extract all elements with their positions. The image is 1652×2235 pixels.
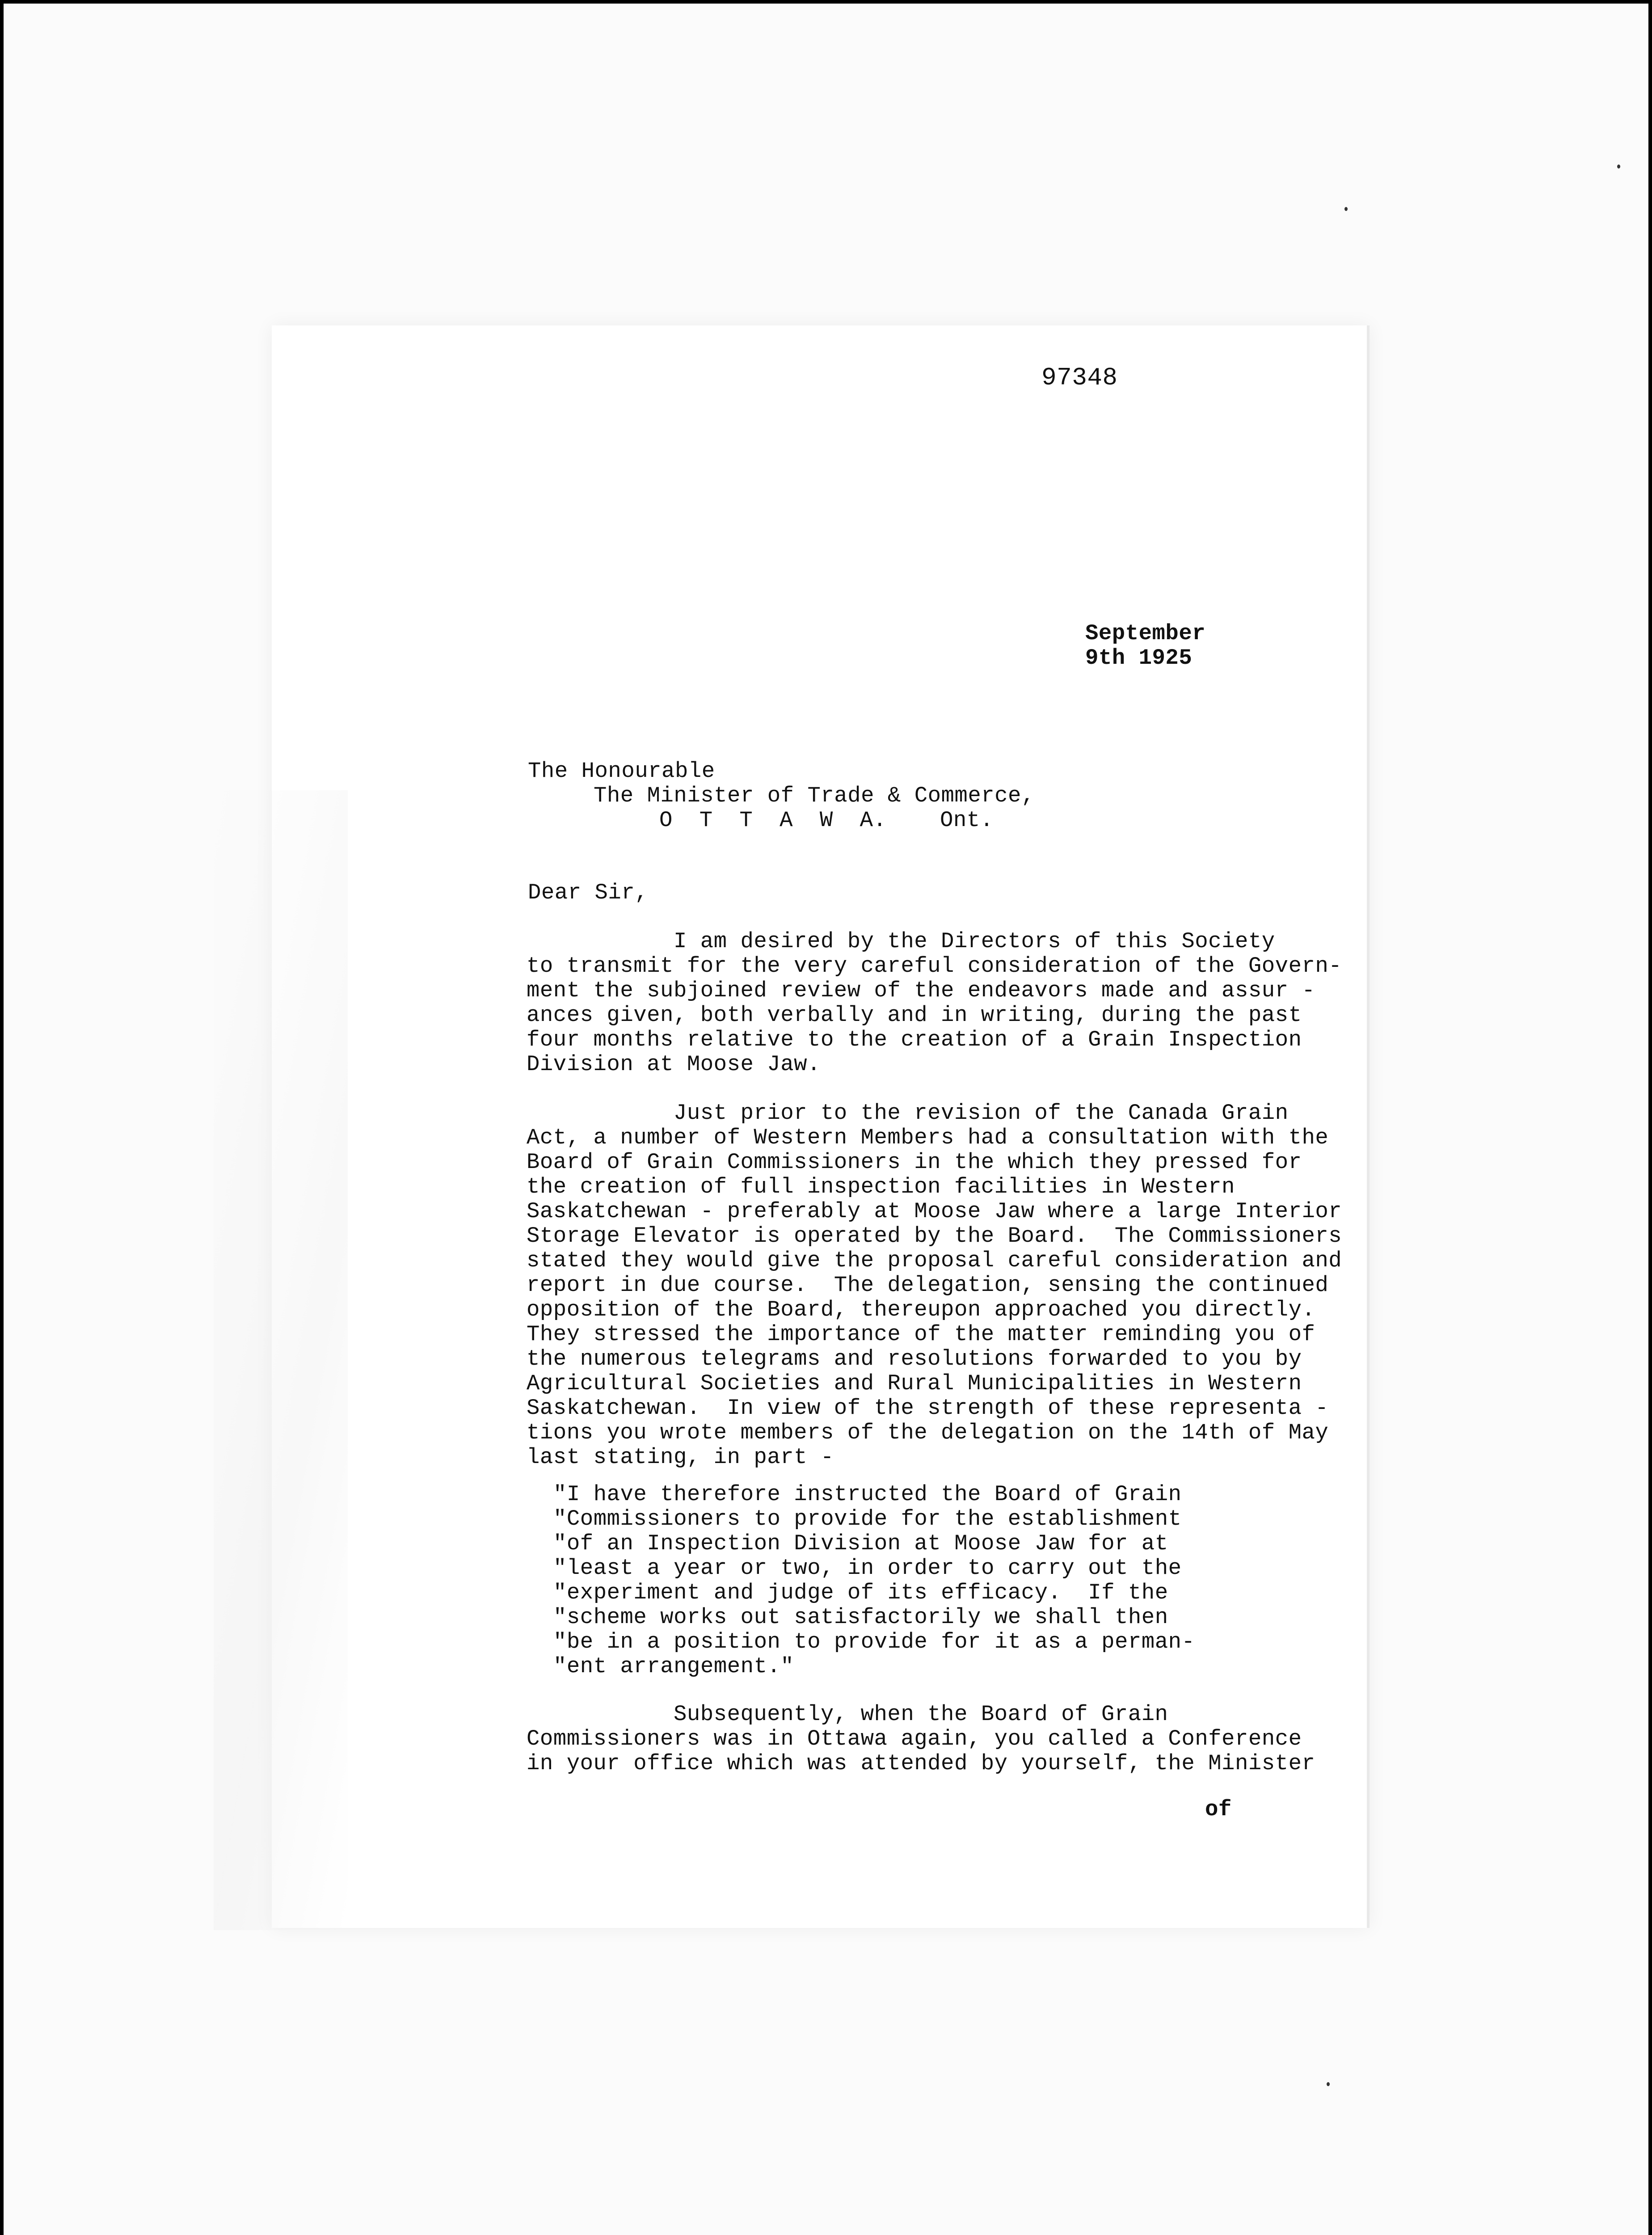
text-line: Saskatchewan. In view of the strength of these representa -	[527, 1396, 1329, 1421]
quote-line: "of an Inspection Division at Moose Jaw for at	[553, 1531, 1168, 1556]
text-line: ment the subjoined review of the endeavors made and assur -	[527, 978, 1315, 1003]
text-line: last stating, in part -	[527, 1445, 834, 1470]
paragraph-3	[527, 1702, 1315, 1776]
quote-line: "experiment and judge of its efficacy. If the	[553, 1580, 1168, 1605]
quote-line: "scheme works out satisfactorily we shall then	[553, 1605, 1168, 1630]
text-line: four months relative to the creation of a Grain Inspection	[527, 1027, 1302, 1052]
quote-line: "Commissioners to provide for the establishment	[553, 1506, 1182, 1531]
date-day-year: 9th 1925	[1085, 645, 1193, 670]
paragraph-1	[527, 929, 1342, 1077]
text-line: Act, a number of Western Members had a consultation with the	[527, 1125, 1329, 1150]
quote-line: "be in a position to provide for it as a perman-	[553, 1629, 1195, 1654]
text-line: tions you wrote members of the delegation on the 14th of May	[527, 1420, 1329, 1445]
text-line: Storage Elevator is operated by the Board. The Commissioners	[527, 1223, 1342, 1248]
text-line: They stressed the importance of the matter reminding you of	[527, 1322, 1315, 1347]
text-line: to transmit for the very careful consideration of the Govern-	[527, 953, 1342, 978]
text-line: the creation of full inspection facilities in Western	[527, 1174, 1235, 1199]
text-line: the numerous telegrams and resolutions forwarded to you by	[527, 1346, 1302, 1371]
quotation-block	[553, 1482, 1195, 1679]
quote-line: "ent arrangement."	[553, 1654, 794, 1679]
address-line: O T T A W A. Ont.	[659, 808, 994, 833]
film-speck	[1617, 164, 1620, 169]
text-line: Commissioners was in Ottawa again, you called a Conference	[527, 1726, 1302, 1751]
page-catchword: of	[1205, 1797, 1232, 1822]
text-line: opposition of the Board, thereupon approached you directly.	[527, 1297, 1315, 1322]
text-line: ances given, both verbally and in writing, during the past	[527, 1003, 1302, 1028]
text-line: Just prior to the revision of the Canada Grain	[527, 1101, 1289, 1126]
address-line: The Minister of Trade & Commerce,	[594, 783, 1035, 808]
text-line: Subsequently, when the Board of Grain	[527, 1702, 1168, 1727]
quote-line: "least a year or two, in order to carry out the	[553, 1556, 1182, 1581]
film-speck	[1344, 207, 1348, 211]
document-number: 97348	[1041, 363, 1118, 392]
text-line: Board of Grain Commissioners in the which they pressed for	[527, 1150, 1302, 1175]
quote-line: "I have therefore instructed the Board of Grain	[553, 1482, 1182, 1507]
sheet-fold-shadow	[214, 790, 348, 1930]
text-line: stated they would give the proposal careful consideration and	[527, 1248, 1342, 1273]
text-line: Saskatchewan - preferably at Moose Jaw where a large Interior	[527, 1199, 1342, 1224]
text-line: Agricultural Societies and Rural Municipalities in Western	[527, 1371, 1302, 1396]
text-line: I am desired by the Directors of this Society	[527, 929, 1275, 954]
text-line: Division at Moose Jaw.	[527, 1052, 821, 1077]
address-line: The Honourable	[528, 759, 715, 784]
salutation: Dear Sir,	[528, 880, 649, 905]
text-line: report in due course. The delegation, sensing the continued	[527, 1273, 1329, 1298]
film-speck	[1327, 2082, 1330, 2086]
date-month: September	[1085, 621, 1206, 646]
text-line: in your office which was attended by yourself, the Minister	[527, 1751, 1315, 1776]
microfilm-frame	[4, 4, 1648, 2235]
paragraph-2	[527, 1101, 1342, 1470]
